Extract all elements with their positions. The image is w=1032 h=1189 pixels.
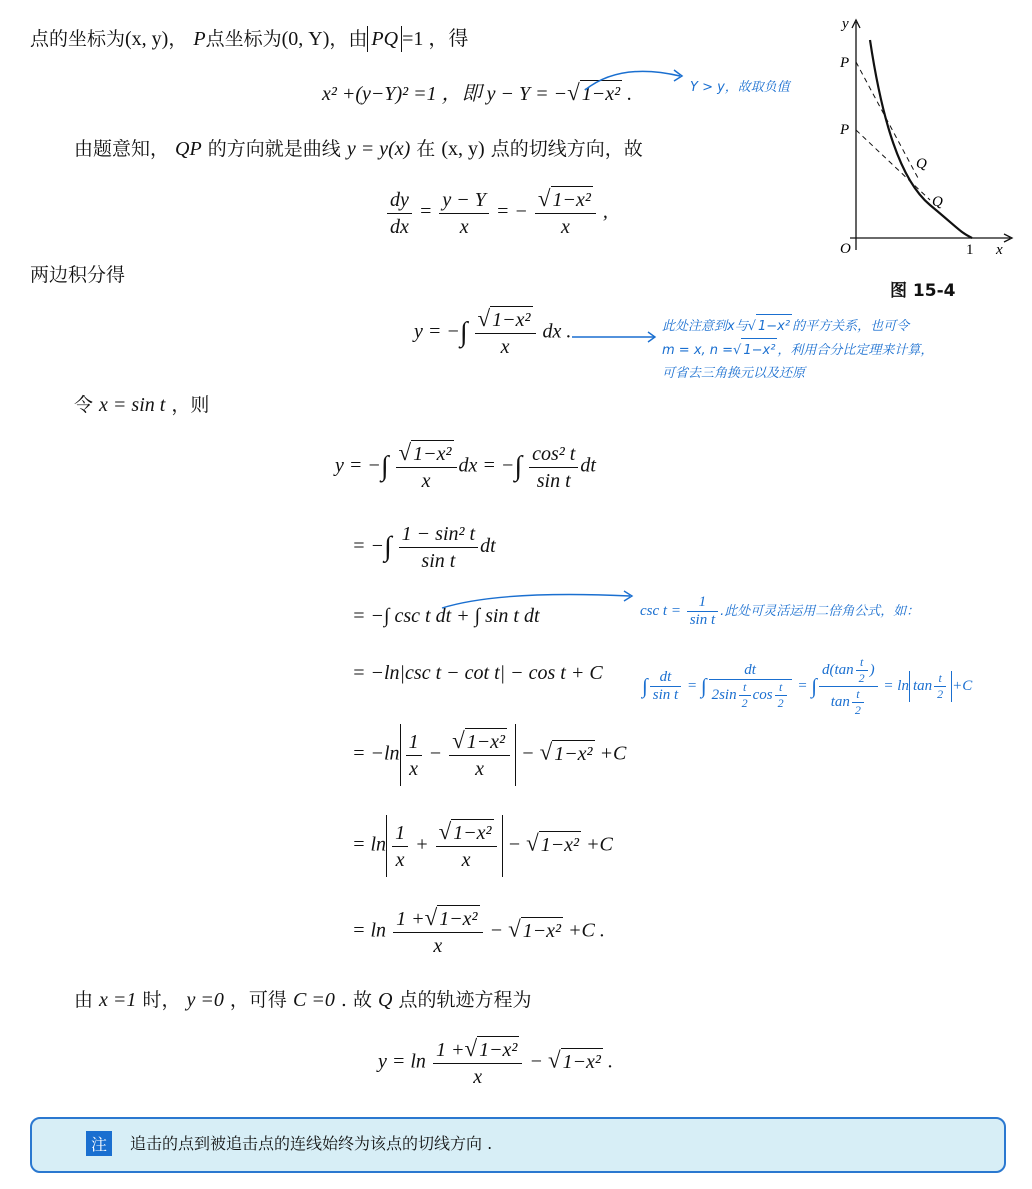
text: 的平方关系，也可令: [792, 319, 910, 334]
numerator: t: [775, 680, 787, 696]
numerator: 1 − sin² t: [399, 521, 478, 548]
eq-left: y = −: [414, 320, 460, 343]
sqrt-icon: √: [438, 819, 452, 844]
step-2: [352, 521, 496, 574]
text: ，则: [165, 394, 210, 416]
sqrt-icon: √: [424, 905, 438, 930]
text: 由题意知，: [74, 138, 176, 160]
equation-derivative: $\frac{dy}{dx}$ = $\frac{y - Y}{x}$ = − $\frac{\text{√ 1−x²}}{x}$ ,: [385, 186, 608, 240]
text: 点坐标为: [205, 28, 282, 50]
math: (x, y): [125, 28, 169, 50]
sqrt-icon: √: [547, 1047, 561, 1073]
radicand: 1−x²: [490, 306, 532, 333]
label-origin: O: [840, 241, 851, 257]
denominator: x: [461, 849, 471, 871]
math: 2sin: [711, 686, 737, 703]
fraction: [650, 669, 681, 704]
eq-left: = −: [352, 535, 384, 558]
denominator: x: [560, 216, 570, 238]
text: 时，: [136, 989, 187, 1011]
radicand: 1−x²: [561, 1048, 603, 1075]
text: 点的坐标为: [30, 28, 126, 50]
denominator: dx: [390, 215, 409, 238]
step-3: = −∫ csc t dt + ∫ sin t dt: [352, 605, 540, 627]
integral-icon: ∫: [459, 317, 468, 348]
integral-icon: ∫: [380, 451, 389, 482]
denominator: x: [459, 215, 469, 238]
note-csc: [640, 594, 919, 629]
note-arrow: [570, 330, 658, 344]
math: Q: [378, 989, 393, 1011]
math: +C .: [568, 919, 605, 942]
radicand: 1−x²: [741, 338, 777, 362]
label-P-upper: P: [840, 55, 850, 71]
math: x =1: [99, 989, 137, 1011]
radicand: 1−x²: [551, 186, 593, 213]
sqrt-icon: √: [508, 916, 521, 942]
handwritten-note: Y > y，故取负值: [690, 80, 790, 95]
denominator: x: [421, 470, 431, 492]
fraction: [475, 306, 536, 360]
math: =: [797, 677, 808, 694]
math: 1 +: [396, 908, 425, 930]
fraction: [709, 662, 792, 711]
fraction: [396, 440, 457, 494]
fraction: [687, 594, 718, 629]
figure-15-4: [820, 10, 1020, 270]
math: y = y(x): [346, 138, 411, 160]
fraction: [387, 187, 412, 240]
text: 可省去三角换元以及还原: [662, 366, 806, 381]
radicand: 1−x²: [411, 440, 453, 467]
note-box: [30, 1117, 1006, 1173]
label-Q-lower: Q: [932, 194, 943, 210]
math: tan: [830, 693, 850, 710]
numerator: 1: [392, 820, 408, 847]
denominator: sin t: [536, 469, 571, 492]
differential: dt: [580, 454, 596, 477]
intro-line: [30, 26, 468, 52]
fraction: [529, 441, 578, 494]
fraction: [392, 820, 408, 873]
sqrt-icon: √: [747, 319, 756, 334]
radicand: 1−x²: [437, 905, 479, 932]
math: 1 +: [435, 1039, 465, 1061]
label-x: x: [996, 242, 1003, 258]
text: . 故: [334, 989, 378, 1011]
denominator: x: [395, 848, 405, 871]
denominator: x: [475, 758, 484, 780]
eq-left: y = −: [335, 454, 381, 477]
radicand: 1−x²: [756, 314, 792, 338]
radicand: 1−x²: [465, 728, 507, 755]
tangent-line-text: [74, 136, 643, 162]
step-5: = −ln $\frac{1}{x}$ − $\frac{\text{√ 1−x²}}{x}$ − √ 1−x² +C: [352, 724, 626, 786]
label-one: 1: [966, 242, 974, 258]
text: ，可得: [223, 989, 293, 1011]
text: 点的轨迹方程为: [392, 989, 532, 1011]
sqrt-icon: √: [567, 80, 580, 105]
fraction: [433, 1036, 523, 1090]
text: 在: [410, 138, 442, 160]
conclusion-text: [74, 987, 532, 1013]
text: 的方向就是曲线: [201, 138, 347, 160]
pursuit-curve: [870, 40, 972, 238]
sqrt-icon: √: [733, 343, 742, 358]
denominator: 2: [777, 696, 784, 710]
step-4: = −ln|csc t − cot t| − cos t + C: [352, 662, 603, 684]
text: ，利用合分比定理来计算，: [777, 343, 934, 358]
integral-icon: ∫: [384, 531, 392, 563]
eq-left: y = ln: [378, 1050, 426, 1073]
sqrt-icon: √: [452, 728, 465, 753]
denominator: x: [500, 336, 510, 358]
final-equation: y = ln $\frac{\text{1 +√ 1−x²}}{x}$ − √ 1−x² .: [378, 1036, 613, 1088]
radicand: 1−x²: [580, 80, 622, 107]
radicand: 1−x²: [552, 740, 594, 767]
text: m = x, n =: [662, 343, 734, 358]
denominator: 2: [937, 687, 944, 701]
note-double-angle: [642, 655, 972, 718]
radicand: 1−x²: [451, 819, 493, 846]
math: (x, y): [441, 138, 485, 160]
denominator: sin t: [652, 687, 679, 703]
step-7: = ln $\frac{\text{1 +√ 1−x²}}{x}$ − √ 1−x² +C .: [352, 905, 605, 957]
integral-icon: ∫: [514, 451, 523, 482]
math: C =0: [292, 989, 335, 1011]
fraction: [535, 186, 596, 240]
numerator: 1: [406, 729, 422, 756]
numerator: y − Y: [439, 187, 489, 214]
numerator: dt: [650, 669, 681, 687]
figure-caption: 图 15-4: [890, 281, 956, 301]
numerator: t: [852, 687, 864, 703]
handwritten-note: .此处可灵活运用二倍角公式，如：: [720, 603, 920, 619]
math: QP: [175, 138, 202, 160]
period: .: [627, 83, 633, 105]
step-1: [335, 440, 596, 494]
fraction: [439, 187, 489, 240]
text: ，由: [329, 28, 368, 50]
integrate-text: 两边积分得: [30, 264, 126, 286]
sqrt-icon: √: [477, 306, 491, 331]
differential: dt: [480, 535, 496, 558]
radicand: 1−x²: [521, 917, 563, 944]
sqrt-icon: √: [537, 186, 551, 211]
sqrt-icon: √: [526, 830, 539, 856]
math: cos: [752, 686, 773, 703]
fraction: [399, 521, 478, 574]
numerator: cos² t: [529, 441, 578, 468]
denominator: 2: [858, 671, 865, 685]
eq-left: x² +(y−Y)² =1 ，即 y − Y = −: [322, 83, 568, 105]
eq-left: = ln: [352, 919, 387, 942]
math: tan: [834, 661, 854, 678]
math: x = sin t: [99, 394, 166, 416]
text: 此处注意到x与: [662, 319, 748, 334]
substitution-text: [74, 392, 209, 418]
sqrt-icon: √: [464, 1036, 478, 1061]
fraction: [436, 819, 497, 873]
eq-left: = −ln: [352, 742, 400, 765]
numerator: dy: [387, 187, 412, 214]
math: +C: [586, 833, 613, 856]
fraction: [406, 729, 422, 782]
eq-left: = ln: [352, 833, 387, 856]
differential: dx .: [542, 320, 572, 343]
math: =: [686, 677, 698, 694]
math: dx = −: [458, 454, 515, 477]
denominator: 2: [854, 703, 861, 717]
denominator: sin t: [689, 612, 716, 628]
numerator: t: [739, 680, 751, 696]
numerator: dt: [709, 662, 792, 680]
text: 由: [74, 989, 100, 1011]
sqrt-icon: √: [398, 440, 412, 465]
math: y =0: [186, 989, 224, 1011]
note-text: 追击的点到被追击点的连线始终为该点的切线方向 .: [130, 1134, 493, 1153]
denominator: x: [433, 935, 443, 957]
equation-integral: [414, 306, 571, 360]
note-arrow: [580, 62, 690, 92]
integral-icon: ∫: [700, 674, 707, 698]
note-arrow: [440, 588, 640, 610]
tangent-line-1: [856, 62, 918, 178]
integral-icon: ∫: [642, 674, 648, 698]
label-Q-upper: Q: [916, 156, 927, 172]
math: +C: [599, 742, 627, 765]
denominator: 2: [741, 696, 748, 710]
radicand: 1−x²: [539, 831, 581, 858]
fraction: d(tan $\frac{t}{2}$ ) tan $\frac{t}{2}$: [819, 655, 878, 718]
handwritten-note-ratio: [662, 314, 933, 385]
denominator: sin t: [421, 550, 456, 572]
integral-icon: ∫: [811, 674, 817, 698]
numerator: t: [856, 655, 868, 671]
fraction: [393, 905, 483, 959]
math: PQ: [367, 26, 402, 52]
numerator: t: [934, 671, 946, 687]
step-6: = ln $\frac{1}{x}$ + $\frac{\text{√ 1−x²}}{x}$ − √ 1−x² +C: [352, 815, 613, 877]
radicand: 1−x²: [477, 1036, 519, 1063]
fraction: [449, 728, 510, 782]
label-y: y: [842, 16, 849, 32]
math: = ln: [883, 677, 909, 694]
text: ，: [168, 28, 194, 50]
label-P-lower: P: [840, 122, 850, 138]
text: 点的切线方向，故: [484, 138, 643, 160]
math: P: [193, 28, 206, 50]
denominator: x: [409, 757, 418, 780]
math: (0, Y): [281, 28, 330, 50]
math: +C: [952, 677, 973, 694]
denominator: x: [473, 1066, 483, 1088]
sqrt-icon: √: [539, 739, 553, 765]
math: =1 ，得: [402, 28, 469, 50]
period: .: [607, 1050, 613, 1073]
math: tan: [912, 677, 933, 694]
text: 令: [74, 394, 100, 416]
math: d: [822, 661, 830, 678]
math: csc t =: [640, 602, 681, 619]
numerator: 1: [687, 594, 718, 612]
note-tag: 注: [86, 1131, 112, 1156]
